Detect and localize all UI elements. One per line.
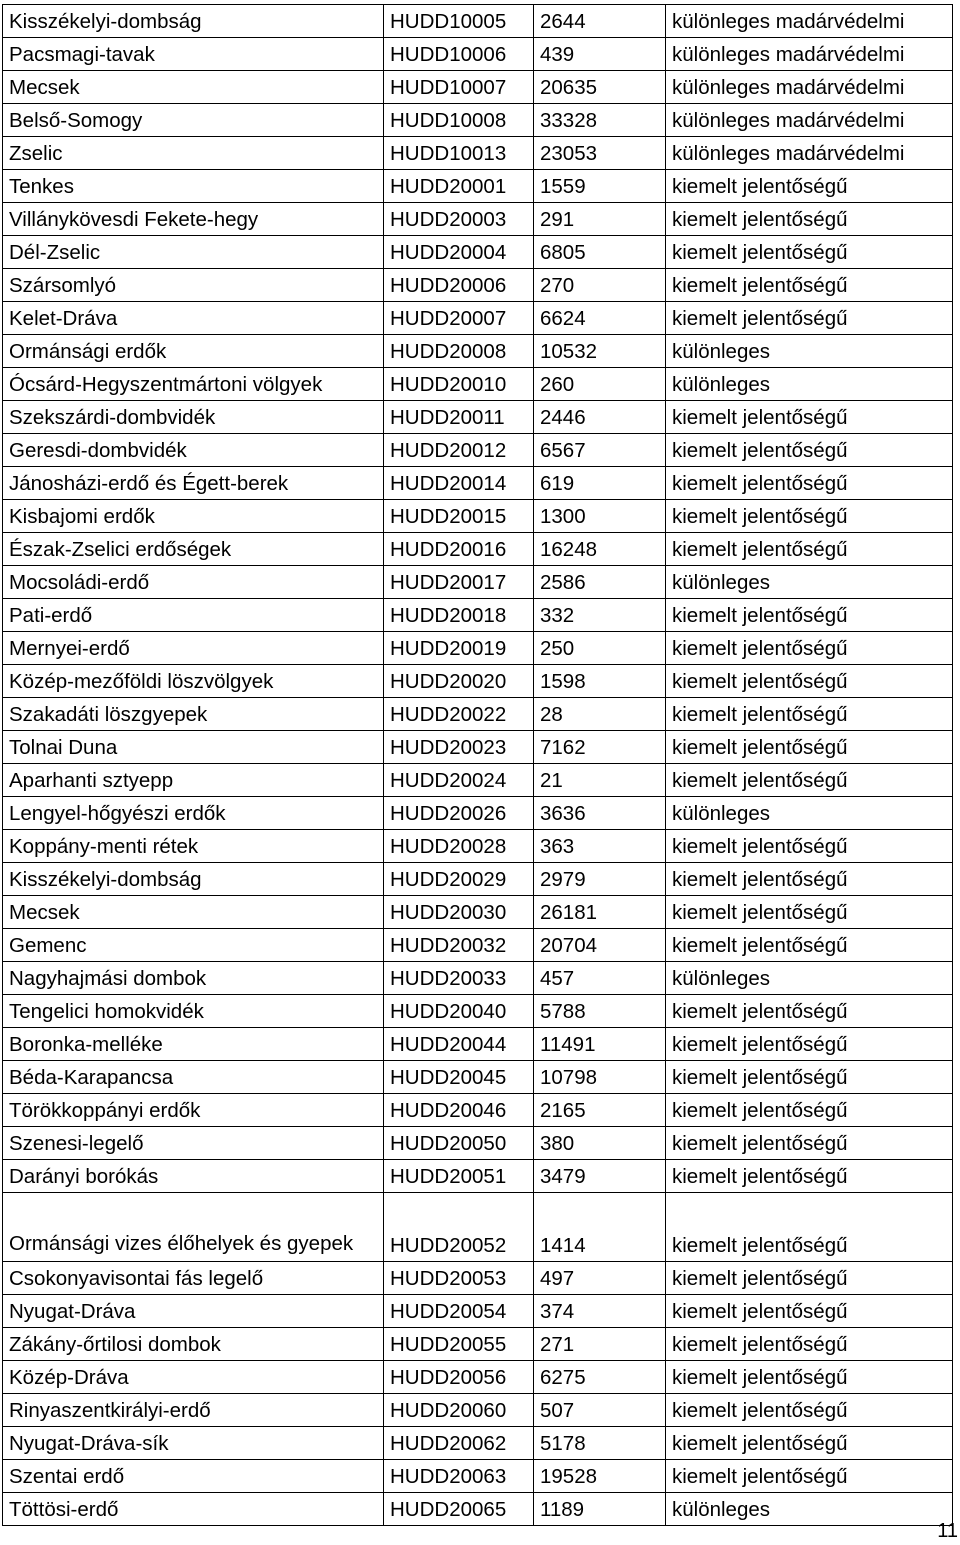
table-row bbox=[3, 566, 953, 599]
category-cell: különleges bbox=[666, 335, 953, 368]
site-name-cell: Kisszékelyi-dombság bbox=[3, 5, 384, 38]
site-code-cell: HUDD20040 bbox=[384, 995, 534, 1028]
table-row bbox=[3, 500, 953, 533]
category-cell: különleges bbox=[666, 566, 953, 599]
table-row bbox=[3, 1460, 953, 1493]
table-row bbox=[3, 698, 953, 731]
site-name-cell: Mernyei-erdő bbox=[3, 632, 384, 665]
site-code-cell: HUDD20006 bbox=[384, 269, 534, 302]
site-code-cell: HUDD20033 bbox=[384, 962, 534, 995]
site-code-cell: HUDD20018 bbox=[384, 599, 534, 632]
area-cell: 291 bbox=[534, 203, 666, 236]
table-row bbox=[3, 38, 953, 71]
site-name-cell: Aparhanti sztyepp bbox=[3, 764, 384, 797]
area-cell: 6275 bbox=[534, 1361, 666, 1394]
category-cell: kiemelt jelentőségű bbox=[666, 1061, 953, 1094]
area-cell: 1189 bbox=[534, 1493, 666, 1526]
table-row bbox=[3, 335, 953, 368]
category-cell: kiemelt jelentőségű bbox=[666, 1361, 953, 1394]
site-code-cell: HUDD20001 bbox=[384, 170, 534, 203]
table-row bbox=[3, 1361, 953, 1394]
table-row bbox=[3, 170, 953, 203]
area-cell: 619 bbox=[534, 467, 666, 500]
site-code-cell: HUDD20056 bbox=[384, 1361, 534, 1394]
table-row bbox=[3, 599, 953, 632]
site-name-cell: Belső-Somogy bbox=[3, 104, 384, 137]
table-row bbox=[3, 1061, 953, 1094]
table-row bbox=[3, 929, 953, 962]
site-code-cell: HUDD20004 bbox=[384, 236, 534, 269]
area-cell: 1414 bbox=[534, 1193, 666, 1262]
area-cell: 271 bbox=[534, 1328, 666, 1361]
category-cell: kiemelt jelentőségű bbox=[666, 599, 953, 632]
area-cell: 5788 bbox=[534, 995, 666, 1028]
area-cell: 439 bbox=[534, 38, 666, 71]
table-row bbox=[3, 269, 953, 302]
area-cell: 28 bbox=[534, 698, 666, 731]
site-name-cell: Szekszárdi-dombvidék bbox=[3, 401, 384, 434]
category-cell: különleges madárvédelmi bbox=[666, 104, 953, 137]
table-row bbox=[3, 1193, 953, 1262]
category-cell: különleges bbox=[666, 1493, 953, 1526]
category-cell: kiemelt jelentőségű bbox=[666, 1094, 953, 1127]
site-code-cell: HUDD20054 bbox=[384, 1295, 534, 1328]
category-cell: kiemelt jelentőségű bbox=[666, 533, 953, 566]
area-cell: 374 bbox=[534, 1295, 666, 1328]
table-row bbox=[3, 1094, 953, 1127]
site-name-cell: Szentai erdő bbox=[3, 1460, 384, 1493]
area-cell: 21 bbox=[534, 764, 666, 797]
site-name-cell: Nyugat-Dráva-sík bbox=[3, 1427, 384, 1460]
area-cell: 2644 bbox=[534, 5, 666, 38]
table-row bbox=[3, 863, 953, 896]
category-cell: különleges madárvédelmi bbox=[666, 38, 953, 71]
area-cell: 507 bbox=[534, 1394, 666, 1427]
category-cell: különleges bbox=[666, 962, 953, 995]
site-name-cell: Mecsek bbox=[3, 896, 384, 929]
category-cell: kiemelt jelentőségű bbox=[666, 1295, 953, 1328]
site-code-cell: HUDD20023 bbox=[384, 731, 534, 764]
category-cell: különleges madárvédelmi bbox=[666, 71, 953, 104]
category-cell: kiemelt jelentőségű bbox=[666, 1328, 953, 1361]
site-code-cell: HUDD20008 bbox=[384, 335, 534, 368]
site-code-cell: HUDD20020 bbox=[384, 665, 534, 698]
category-cell: különleges madárvédelmi bbox=[666, 5, 953, 38]
site-code-cell: HUDD20063 bbox=[384, 1460, 534, 1493]
category-cell: kiemelt jelentőségű bbox=[666, 269, 953, 302]
site-code-cell: HUDD20017 bbox=[384, 566, 534, 599]
site-name-cell: Geresdi-dombvidék bbox=[3, 434, 384, 467]
category-cell: kiemelt jelentőségű bbox=[666, 995, 953, 1028]
area-cell: 5178 bbox=[534, 1427, 666, 1460]
site-name-cell: Észak-Zselici erdőségek bbox=[3, 533, 384, 566]
category-cell: kiemelt jelentőségű bbox=[666, 1160, 953, 1193]
site-code-cell: HUDD20060 bbox=[384, 1394, 534, 1427]
site-name-cell: Tolnai Duna bbox=[3, 731, 384, 764]
site-code-cell: HUDD20062 bbox=[384, 1427, 534, 1460]
site-name-cell: Jánosházi-erdő és Égett-berek bbox=[3, 467, 384, 500]
site-code-cell: HUDD20026 bbox=[384, 797, 534, 830]
category-cell: különleges bbox=[666, 368, 953, 401]
site-code-cell: HUDD10008 bbox=[384, 104, 534, 137]
category-cell: kiemelt jelentőségű bbox=[666, 764, 953, 797]
table-row bbox=[3, 137, 953, 170]
site-code-cell: HUDD20050 bbox=[384, 1127, 534, 1160]
site-name-cell: Törökkoppányi erdők bbox=[3, 1094, 384, 1127]
area-cell: 260 bbox=[534, 368, 666, 401]
area-cell: 1300 bbox=[534, 500, 666, 533]
table-row bbox=[3, 1028, 953, 1061]
category-cell: kiemelt jelentőségű bbox=[666, 632, 953, 665]
site-name-cell: Közép-mezőföldi löszvölgyek bbox=[3, 665, 384, 698]
area-cell: 3636 bbox=[534, 797, 666, 830]
site-code-cell: HUDD20024 bbox=[384, 764, 534, 797]
table-row bbox=[3, 302, 953, 335]
site-code-cell: HUDD20012 bbox=[384, 434, 534, 467]
site-name-cell: Lengyel-hőgyészi erdők bbox=[3, 797, 384, 830]
site-name-cell: Nagyhajmási dombok bbox=[3, 962, 384, 995]
site-name-cell: Szenesi-legelő bbox=[3, 1127, 384, 1160]
area-cell: 2979 bbox=[534, 863, 666, 896]
site-name-cell: Tenkes bbox=[3, 170, 384, 203]
table-row bbox=[3, 896, 953, 929]
area-cell: 6624 bbox=[534, 302, 666, 335]
area-cell: 7162 bbox=[534, 731, 666, 764]
site-code-cell: HUDD20051 bbox=[384, 1160, 534, 1193]
site-code-cell: HUDD20065 bbox=[384, 1493, 534, 1526]
area-cell: 380 bbox=[534, 1127, 666, 1160]
area-cell: 6567 bbox=[534, 434, 666, 467]
category-cell: kiemelt jelentőségű bbox=[666, 1262, 953, 1295]
site-name-cell: Koppány-menti rétek bbox=[3, 830, 384, 863]
area-cell: 23053 bbox=[534, 137, 666, 170]
table-row bbox=[3, 632, 953, 665]
site-code-cell: HUDD10006 bbox=[384, 38, 534, 71]
site-name-cell: Rinyaszentkirályi-erdő bbox=[3, 1394, 384, 1427]
site-code-cell: HUDD20010 bbox=[384, 368, 534, 401]
area-cell: 19528 bbox=[534, 1460, 666, 1493]
site-code-cell: HUDD20044 bbox=[384, 1028, 534, 1061]
table-row bbox=[3, 1427, 953, 1460]
area-cell: 20635 bbox=[534, 71, 666, 104]
table-row bbox=[3, 104, 953, 137]
table-row bbox=[3, 1160, 953, 1193]
category-cell: különleges bbox=[666, 797, 953, 830]
table-row bbox=[3, 665, 953, 698]
site-name-cell: Ócsárd-Hegyszentmártoni völgyek bbox=[3, 368, 384, 401]
area-cell: 363 bbox=[534, 830, 666, 863]
category-cell: kiemelt jelentőségű bbox=[666, 1193, 953, 1262]
site-name-cell: Csokonyavisontai fás legelő bbox=[3, 1262, 384, 1295]
area-cell: 332 bbox=[534, 599, 666, 632]
category-cell: kiemelt jelentőségű bbox=[666, 863, 953, 896]
site-code-cell: HUDD20045 bbox=[384, 1061, 534, 1094]
category-cell: különleges madárvédelmi bbox=[666, 137, 953, 170]
category-cell: kiemelt jelentőségű bbox=[666, 830, 953, 863]
site-code-cell: HUDD20030 bbox=[384, 896, 534, 929]
category-cell: kiemelt jelentőségű bbox=[666, 170, 953, 203]
category-cell: kiemelt jelentőségű bbox=[666, 1394, 953, 1427]
table-row bbox=[3, 533, 953, 566]
site-name-cell: Kisszékelyi-dombság bbox=[3, 863, 384, 896]
table-row bbox=[3, 5, 953, 38]
area-cell: 10798 bbox=[534, 1061, 666, 1094]
area-cell: 2586 bbox=[534, 566, 666, 599]
category-cell: kiemelt jelentőségű bbox=[666, 434, 953, 467]
table-row bbox=[3, 995, 953, 1028]
site-name-cell: Villánykövesdi Fekete-hegy bbox=[3, 203, 384, 236]
area-cell: 457 bbox=[534, 962, 666, 995]
area-cell: 26181 bbox=[534, 896, 666, 929]
site-code-cell: HUDD20055 bbox=[384, 1328, 534, 1361]
site-code-cell: HUDD20007 bbox=[384, 302, 534, 335]
table-row bbox=[3, 962, 953, 995]
area-cell: 497 bbox=[534, 1262, 666, 1295]
table-row bbox=[3, 1328, 953, 1361]
area-cell: 33328 bbox=[534, 104, 666, 137]
site-code-cell: HUDD20052 bbox=[384, 1193, 534, 1262]
site-name-cell: Pacsmagi-tavak bbox=[3, 38, 384, 71]
site-name-cell: Mocsoládi-erdő bbox=[3, 566, 384, 599]
area-cell: 270 bbox=[534, 269, 666, 302]
table-row bbox=[3, 1127, 953, 1160]
table-row bbox=[3, 1262, 953, 1295]
area-cell: 3479 bbox=[534, 1160, 666, 1193]
site-code-cell: HUDD20015 bbox=[384, 500, 534, 533]
site-code-cell: HUDD10013 bbox=[384, 137, 534, 170]
area-cell: 10532 bbox=[534, 335, 666, 368]
site-code-cell: HUDD20011 bbox=[384, 401, 534, 434]
site-name-cell: Darányi borókás bbox=[3, 1160, 384, 1193]
site-code-cell: HUDD20003 bbox=[384, 203, 534, 236]
site-name-cell: Tengelici homokvidék bbox=[3, 995, 384, 1028]
site-name-cell: Pati-erdő bbox=[3, 599, 384, 632]
category-cell: kiemelt jelentőségű bbox=[666, 500, 953, 533]
table-row bbox=[3, 203, 953, 236]
site-code-cell: HUDD20032 bbox=[384, 929, 534, 962]
table-body bbox=[3, 5, 953, 1526]
site-code-cell: HUDD20019 bbox=[384, 632, 534, 665]
site-code-cell: HUDD20016 bbox=[384, 533, 534, 566]
site-name-cell: Kelet-Dráva bbox=[3, 302, 384, 335]
area-cell: 20704 bbox=[534, 929, 666, 962]
site-name-cell: Töttösi-erdő bbox=[3, 1493, 384, 1526]
site-name-cell: Közép-Dráva bbox=[3, 1361, 384, 1394]
site-code-cell: HUDD20029 bbox=[384, 863, 534, 896]
category-cell: kiemelt jelentőségű bbox=[666, 665, 953, 698]
area-cell: 2446 bbox=[534, 401, 666, 434]
category-cell: kiemelt jelentőségű bbox=[666, 1127, 953, 1160]
site-code-cell: HUDD20046 bbox=[384, 1094, 534, 1127]
site-name-cell: Mecsek bbox=[3, 71, 384, 104]
site-name-cell: Nyugat-Dráva bbox=[3, 1295, 384, 1328]
table-row bbox=[3, 1295, 953, 1328]
category-cell: kiemelt jelentőségű bbox=[666, 1028, 953, 1061]
site-name-cell: Béda-Karapancsa bbox=[3, 1061, 384, 1094]
page-number: 11 bbox=[937, 1520, 958, 1542]
category-cell: kiemelt jelentőségű bbox=[666, 698, 953, 731]
site-name-cell: Kisbajomi erdők bbox=[3, 500, 384, 533]
site-code-cell: HUDD10007 bbox=[384, 71, 534, 104]
table-row bbox=[3, 830, 953, 863]
site-name-cell: Ormánsági vizes élőhelyek és gyepek bbox=[3, 1193, 384, 1262]
site-code-cell: HUDD20053 bbox=[384, 1262, 534, 1295]
table-row bbox=[3, 1493, 953, 1526]
area-cell: 16248 bbox=[534, 533, 666, 566]
table-row bbox=[3, 764, 953, 797]
site-name-cell: Gemenc bbox=[3, 929, 384, 962]
category-cell: kiemelt jelentőségű bbox=[666, 236, 953, 269]
natura-sites-table bbox=[2, 4, 953, 1526]
site-name-cell: Szakadáti löszgyepek bbox=[3, 698, 384, 731]
area-cell: 6805 bbox=[534, 236, 666, 269]
table-row bbox=[3, 434, 953, 467]
site-code-cell: HUDD20022 bbox=[384, 698, 534, 731]
table-row bbox=[3, 1394, 953, 1427]
category-cell: kiemelt jelentőségű bbox=[666, 467, 953, 500]
site-name-cell: Boronka-melléke bbox=[3, 1028, 384, 1061]
site-name-cell: Szársomlyó bbox=[3, 269, 384, 302]
category-cell: kiemelt jelentőségű bbox=[666, 1460, 953, 1493]
area-cell: 2165 bbox=[534, 1094, 666, 1127]
site-code-cell: HUDD20028 bbox=[384, 830, 534, 863]
category-cell: kiemelt jelentőségű bbox=[666, 401, 953, 434]
site-name-cell: Ormánsági erdők bbox=[3, 335, 384, 368]
site-code-cell: HUDD10005 bbox=[384, 5, 534, 38]
category-cell: kiemelt jelentőségű bbox=[666, 1427, 953, 1460]
site-name-cell: Dél-Zselic bbox=[3, 236, 384, 269]
table-row bbox=[3, 401, 953, 434]
table-row bbox=[3, 236, 953, 269]
area-cell: 1559 bbox=[534, 170, 666, 203]
category-cell: kiemelt jelentőségű bbox=[666, 302, 953, 335]
site-name-cell: Zselic bbox=[3, 137, 384, 170]
table-row bbox=[3, 731, 953, 764]
site-code-cell: HUDD20014 bbox=[384, 467, 534, 500]
site-name-cell: Zákány-őrtilosi dombok bbox=[3, 1328, 384, 1361]
category-cell: kiemelt jelentőségű bbox=[666, 203, 953, 236]
category-cell: kiemelt jelentőségű bbox=[666, 731, 953, 764]
area-cell: 250 bbox=[534, 632, 666, 665]
table-row bbox=[3, 71, 953, 104]
table-row bbox=[3, 368, 953, 401]
category-cell: kiemelt jelentőségű bbox=[666, 896, 953, 929]
area-cell: 1598 bbox=[534, 665, 666, 698]
category-cell: kiemelt jelentőségű bbox=[666, 929, 953, 962]
area-cell: 11491 bbox=[534, 1028, 666, 1061]
table-row bbox=[3, 467, 953, 500]
table-row bbox=[3, 797, 953, 830]
